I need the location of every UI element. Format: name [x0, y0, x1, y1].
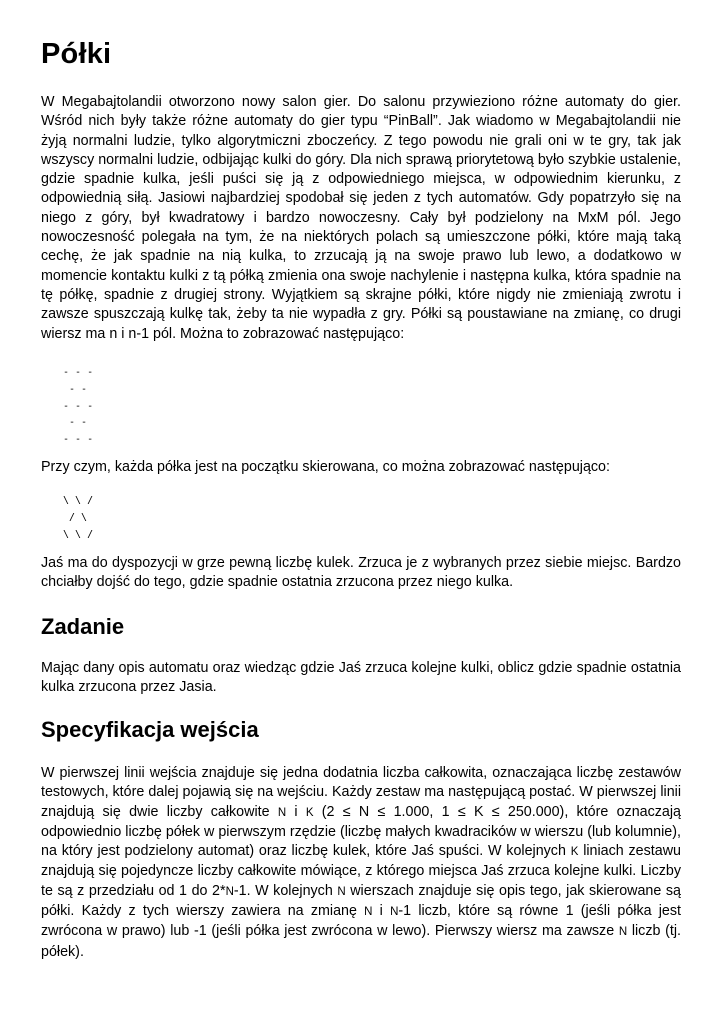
input-spec-paragraph: W pierwszej linii wejścia znajduje się jedna dodatnia liczba całkowita, oznaczająca liczbę zestawów testowych, które dalej pojawią się na wejściu. Każdy zestaw ma następującą postać. W pierwszej linii znajdują się dwie liczby całkowite N i K (2 ≤ N ≤ 1.000, 1 ≤ K ≤ 250.000), które oznaczają odpowiednio liczbę półek w pierwszym rzędzie (liczbę małych kwadracików w wierszu (lub kolumnie), na który jest podzielony automat) oraz liczbę kulek, które Jaś spuści. W kolejnych K liniach zestawu znajdują się pojedyncze liczby całkowite mówiące, z którego miejsca Jaś zrzuca kolejne kulki. Liczby te są z przedziału od 1 do 2*N-1. W kolejnych N wierszach znajduje się opis tego, jak skierowane są półki. Każdy z tych wierszy zawiera na zmianę N i N-1 liczb, które są równe 1 (jeśli półka jest zwrócona w prawo) lub -1 (jeśli półka jest zwrócona w lewo). Pierwszy wiersz ma zawsze N liczb (tj. półek). — [41, 765, 682, 960]
input-spec-heading: Specyfikacja wejścia — [41, 717, 259, 742]
var-n: N — [390, 906, 399, 919]
var-n: N — [277, 806, 287, 819]
var-k: K — [305, 806, 314, 819]
var-n: N — [337, 885, 346, 898]
directions-diagram: \ \ / / \ \ \ / — [63, 495, 94, 540]
var-n: N — [225, 885, 234, 898]
task-paragraph: Mając dany opis automatu oraz wiedząc gdzie Jaś zrzuca kolejne kulki, oblicz gdzie spadnie ostatnia kulka zrzucona przez Jasia. — [41, 660, 681, 696]
var-k: K — [570, 846, 579, 859]
var-n: N — [618, 926, 628, 939]
intro-paragraph: W Megabajtolandii otworzono nowy salon gier. Do salonu przywieziono różne automaty do gier. Wśród nich były także różne automaty do gier typu “PinBall”. Jak wiadomo w Megabajtolandii nie żyją normalni ludzie, tylko algorytmiczni zboczeńcy. Z tego powodu nie grali oni w te gry, tak jak wszyscy normalni ludzie, odbijając kulki do góry. Dla nich sprawą priorytetową było szybkie ustalenie, gdzie spadnie kulka, jeśli puści się ją z odpowiedniego miejsca, w odpowiednim kierunku, z odpowiednią siłą. Jasiowi najbardziej spodobał się jeden z tych automatów. Gdy popatrzyło się na niego z góry, był kwadratowy i bardzo nowoczesny. Cały był podzielony na MxM pól. Jego nowoczesność polegała na tym, że na niektórych polach są umieszczone półki, które mają taką cechę, że jak spadnie na nią kulka, to zrzucają ją na swoje prawo lub lewo, a dodatkowo w momencie kontaktu kulki z tą półką zmienia ona swoje nachylenie i następna kulka, która spadnie na tę półkę, spadnie z drugiej strony. Wyjątkiem są skrajne półki, które nigdy nie zmieniają zwrotu i zawsze spuszczają kulkę tak, żeby ta nie wypadła z gry. Półki są poustawiane na zmianę, co drugi wiersz ma n i n-1 pól. Można to zobrazować następująco: — [41, 94, 681, 342]
task-heading: Zadanie — [41, 614, 125, 639]
var-n: N — [364, 906, 373, 919]
balls-paragraph: Jaś ma do dyspozycji w grze pewną liczbę kulek. Zrzuca je z wybranych przez siebie miejsc. Bardzo chciałby dojść do tego, gdzie spadnie ostatnia zrzucona przez niego kulka. — [41, 555, 681, 591]
page-title: Półki — [41, 38, 112, 70]
initial-direction-text: Przy czym, każda półka jest na początku skierowana, co można zobrazować następująco: — [41, 459, 610, 475]
shelves-diagram: - - - - - - - - - - - - - — [63, 367, 94, 446]
